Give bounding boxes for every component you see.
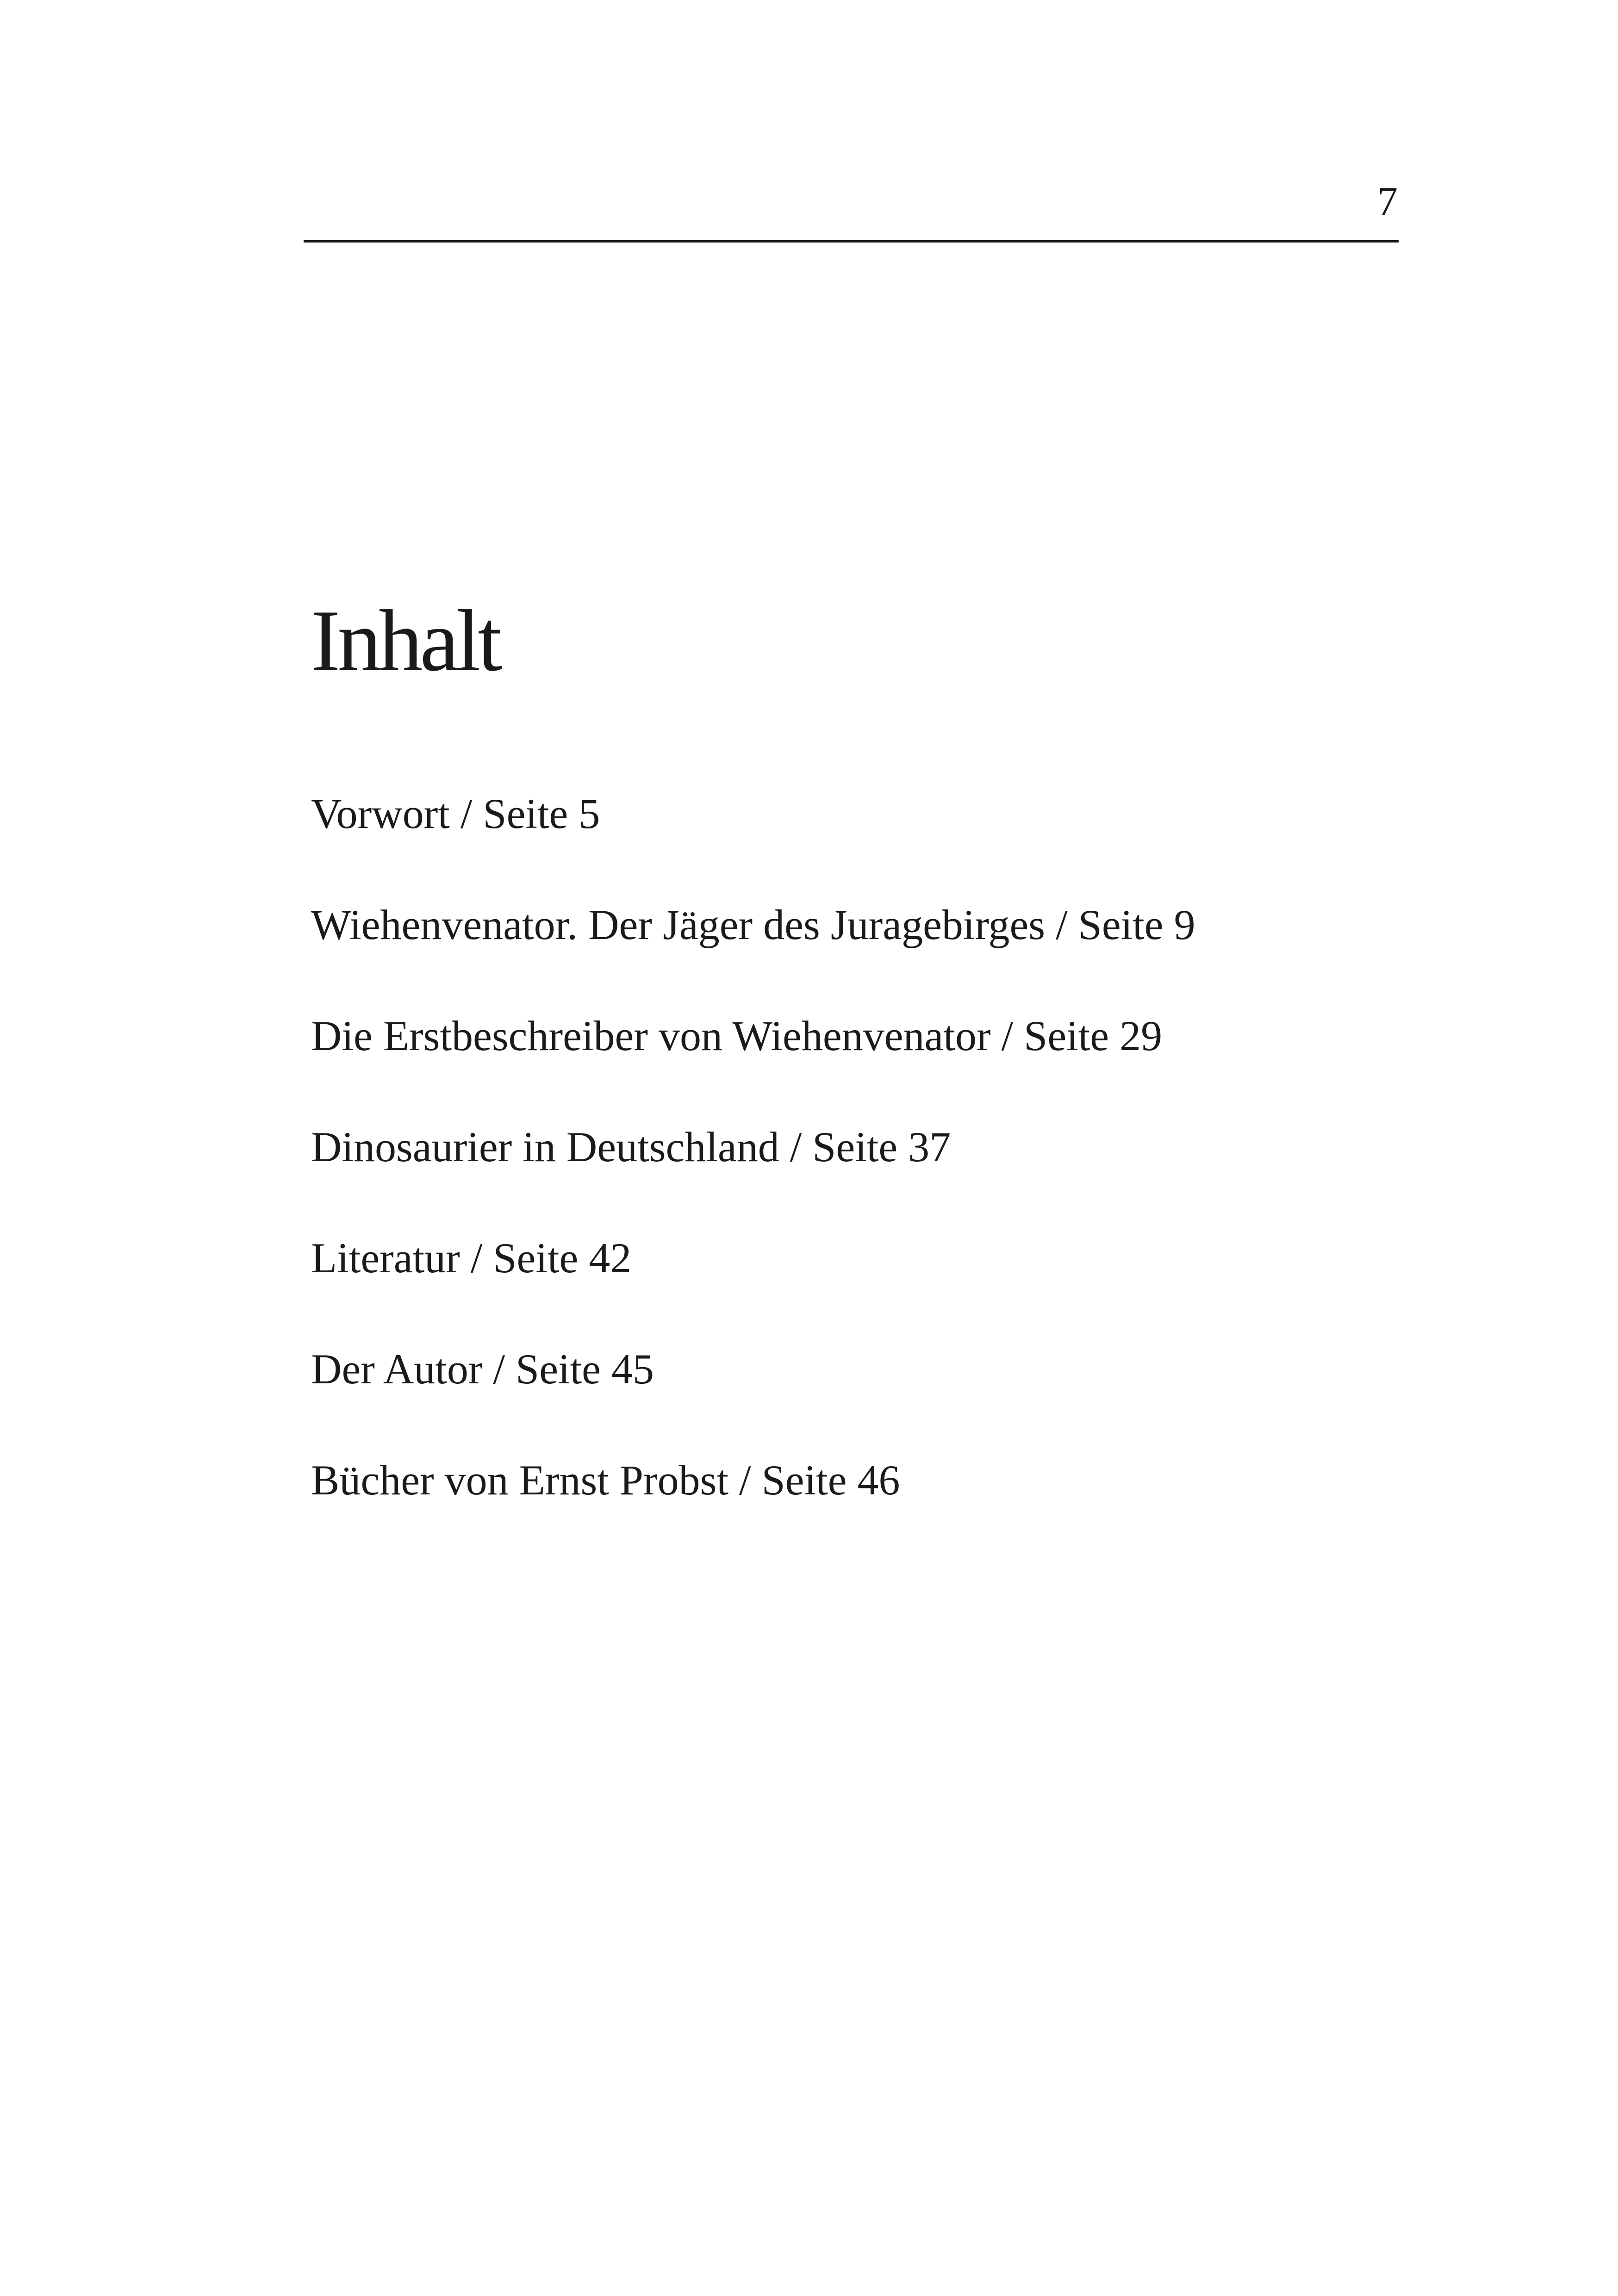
page-number: 7 bbox=[1377, 179, 1398, 224]
toc-list bbox=[311, 792, 1195, 1570]
header-rule bbox=[304, 240, 1399, 243]
toc-entry-buecher: Bücher von Ernst Probst / Seite 46 bbox=[311, 1456, 900, 1504]
toc-entry-autor: Der Autor / Seite 45 bbox=[311, 1345, 654, 1393]
toc-entry-vorwort: Vorwort / Seite 5 bbox=[311, 790, 600, 837]
toc-entry-dinosaurier: Dinosaurier in Deutschland / Seite 37 bbox=[311, 1123, 951, 1170]
toc-title: Inhalt bbox=[311, 592, 500, 690]
toc-entry-erstbeschreiber: Die Erstbeschreiber von Wiehenvenator / Seite 29 bbox=[311, 1012, 1163, 1059]
toc-entry-literatur: Literatur / Seite 42 bbox=[311, 1234, 632, 1282]
toc-entry-wiehenvenator: Wiehenvenator. Der Jäger des Juragebirges / Seite 9 bbox=[311, 901, 1195, 948]
